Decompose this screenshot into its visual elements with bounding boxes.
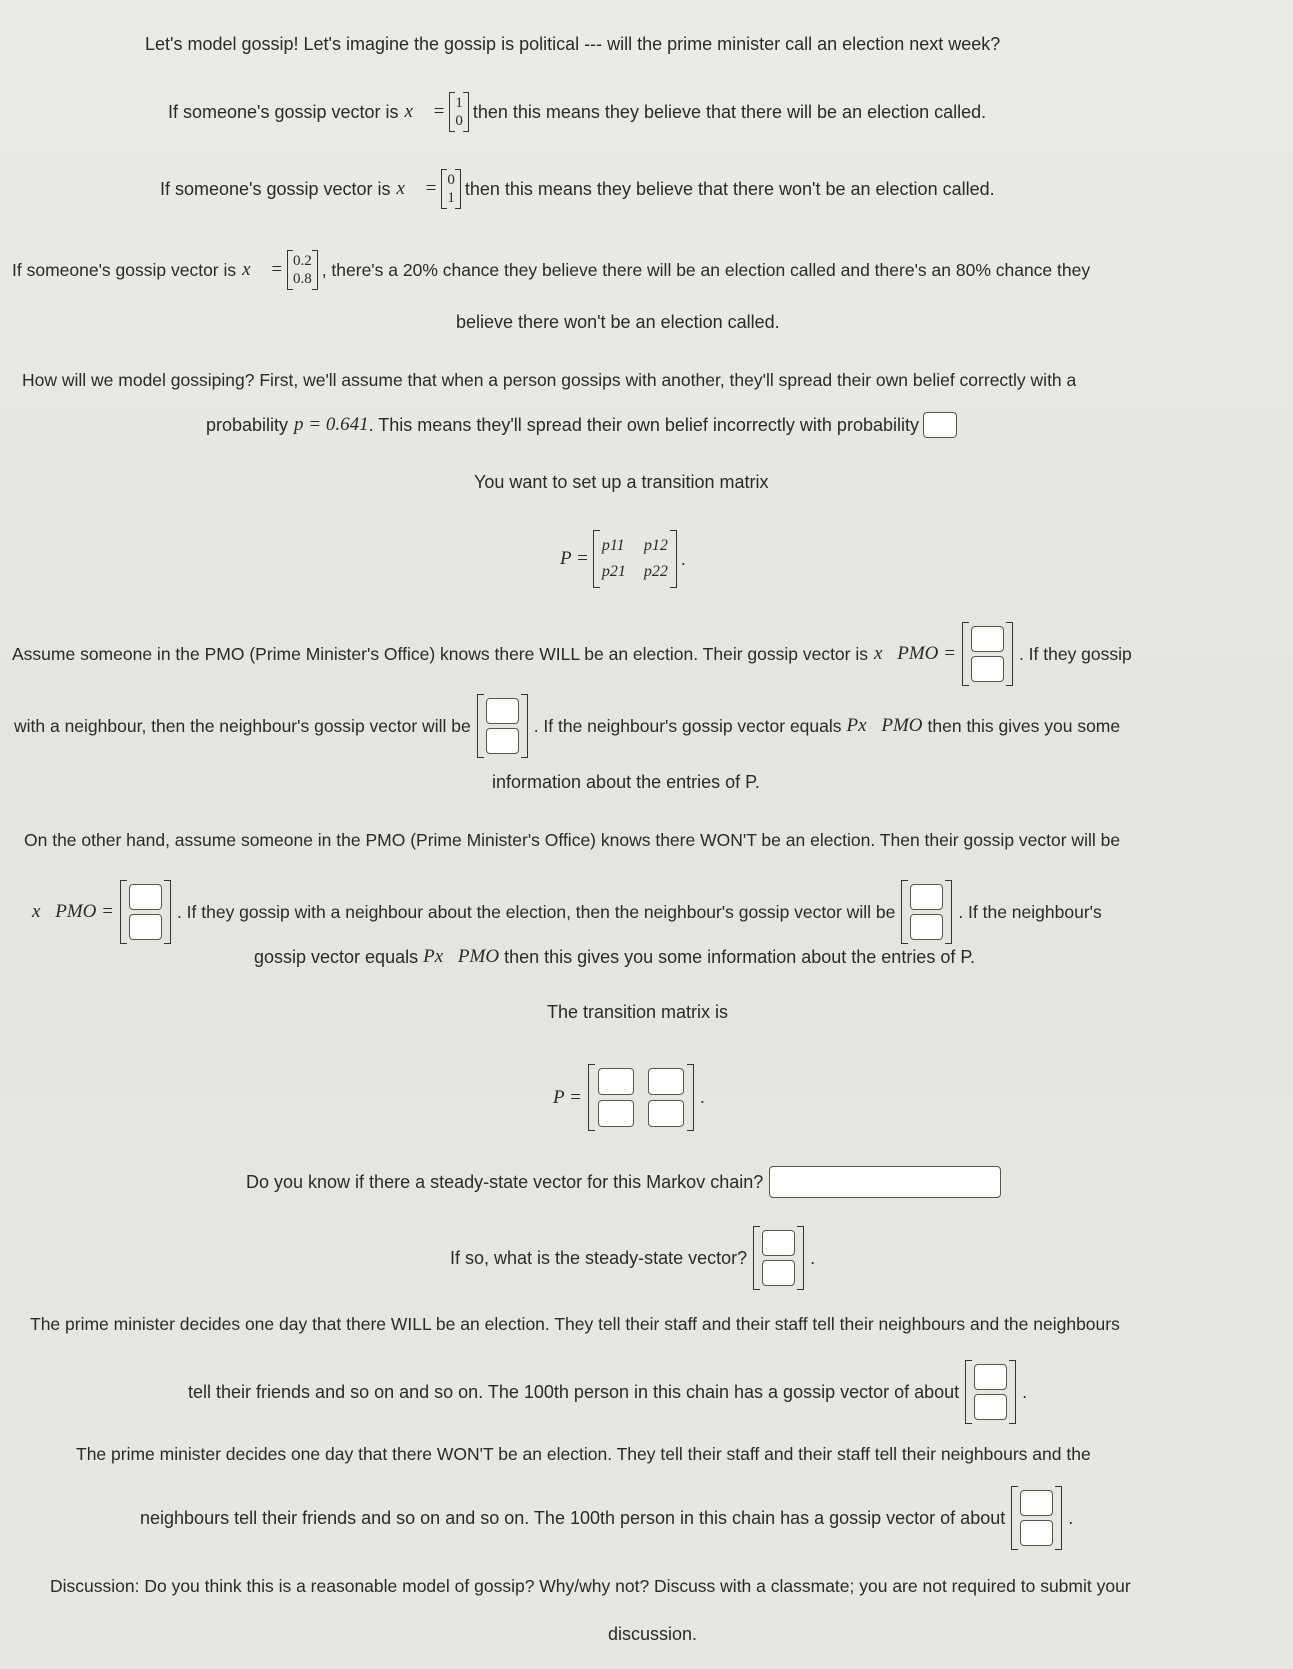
setup-text bbox=[474, 472, 769, 493]
chain-wont-line2 bbox=[140, 1486, 1073, 1550]
matrix-entry-p12: p12 bbox=[643, 537, 668, 554]
vector-entry: 0.8 bbox=[292, 271, 312, 287]
matrix-entry-p21: p21 bbox=[601, 563, 626, 580]
transition-label bbox=[547, 1002, 728, 1023]
x-pmo-will-entry-2[interactable] bbox=[971, 656, 1004, 682]
neighbour-will-vector-input bbox=[477, 694, 528, 758]
pmo-will-suffix: . If they gossip bbox=[1018, 643, 1132, 664]
case3-line bbox=[12, 250, 1090, 290]
period: . bbox=[699, 1087, 705, 1107]
period: . bbox=[1022, 1381, 1028, 1402]
chain-will-line2-text: tell their friends and so on and so on. The 100th person in this chain has a gossip vector of about bbox=[188, 1381, 960, 1402]
x-pmo-wont-vector-input bbox=[120, 880, 171, 944]
transition-entry-12[interactable] bbox=[648, 1068, 684, 1095]
chain-wont-line1-text: The prime minister decides one day that there WON'T be an election. They tell their staff and their staff tell their neighbours and the bbox=[76, 1444, 1091, 1464]
pmo-wont-line2-suffix: . If the neighbour's bbox=[958, 901, 1102, 922]
transition-matrix-input bbox=[588, 1064, 694, 1131]
discussion-line2 bbox=[608, 1624, 697, 1645]
case2-prefix: If someone's gossip vector is bbox=[160, 178, 391, 199]
neighbour-wont-entry-1[interactable] bbox=[910, 884, 943, 910]
pmo-wont-line1-text: On the other hand, assume someone in the PMO (Prime Minister's Office) knows there WON'T be an election. Then their gossip vector will be bbox=[24, 830, 1121, 850]
probability-word: probability bbox=[206, 414, 289, 435]
period: . bbox=[680, 548, 686, 569]
chain-will-line1-text: The prime minister decides one day that there WILL be an election. They tell their staff and their staff tell their neighbours and the neighbours bbox=[30, 1314, 1120, 1334]
steady-vector-question: If so, what is the steady-state vector? bbox=[450, 1247, 748, 1268]
gossip-line2-suffix: . This means they'll spread their own belief incorrectly with probability bbox=[368, 414, 919, 435]
transition-label-text: The transition matrix is bbox=[547, 1002, 729, 1022]
neighbour-wont-entry-2[interactable] bbox=[910, 914, 943, 940]
pmo-will-line1 bbox=[12, 622, 1132, 686]
gossip-line1 bbox=[22, 370, 1076, 391]
p-expression: p = 0.641 bbox=[294, 414, 369, 435]
x-symbol: x⃗ = bbox=[404, 101, 446, 122]
neighbour-will-entry-2[interactable] bbox=[486, 728, 519, 754]
steady-question-line bbox=[246, 1166, 1001, 1198]
transition-entry-22[interactable] bbox=[648, 1100, 684, 1127]
period: . bbox=[1068, 1507, 1074, 1528]
chain-will-entry-1[interactable] bbox=[974, 1364, 1007, 1390]
transition-entry-11[interactable] bbox=[598, 1068, 634, 1095]
transition-entry-21[interactable] bbox=[598, 1100, 634, 1127]
pmo-will-prefix: Assume someone in the PMO (Prime Minister's Office) knows there WILL be an election. Their gossip vector is bbox=[12, 643, 868, 664]
case2-suffix: then this means they believe that there won't be an election called. bbox=[464, 178, 995, 199]
pmo-will-line3-text: information about the entries of P. bbox=[492, 772, 760, 792]
chain-wont-line1 bbox=[76, 1444, 1091, 1465]
case3-suffix: , there's a 20% chance they believe there will be an election called and there's an 80% chance they bbox=[321, 259, 1091, 280]
case1-vector bbox=[449, 92, 469, 132]
x-symbol: x⃗ = bbox=[396, 178, 438, 199]
steady-vector-entry-2[interactable] bbox=[762, 1260, 795, 1286]
P-symbolic-entries bbox=[593, 530, 677, 588]
vector-entry: 0.2 bbox=[292, 253, 312, 269]
pmo-wont-line2 bbox=[32, 880, 1102, 944]
x-symbol: x⃗ = bbox=[242, 259, 283, 280]
intro-title bbox=[145, 34, 1000, 55]
steady-question: Do you know if there a steady-state vector for this Markov chain? bbox=[246, 1171, 764, 1192]
pmo-wont-line3-suffix: then this gives you some information about the entries of P. bbox=[504, 946, 976, 967]
pmo-wont-line1 bbox=[24, 830, 1120, 851]
pmo-will-line2-prefix: with a neighbour, then the neighbour's gossip vector will be bbox=[14, 715, 471, 736]
x-pmo-will-vector-input bbox=[962, 622, 1013, 686]
pmo-will-line3 bbox=[492, 772, 760, 793]
chain-wont-line2-text: neighbours tell their friends and so on and so on. The 100th person in this chain has a gossip vector of about bbox=[140, 1507, 1006, 1528]
case3-prefix: If someone's gossip vector is bbox=[12, 259, 237, 280]
matrix-entry-p22: p22 bbox=[643, 563, 668, 580]
case2-line bbox=[160, 169, 995, 209]
x-pmo-wont-entry-1[interactable] bbox=[129, 884, 162, 910]
case3-vector bbox=[287, 250, 318, 290]
pmo-wont-line3 bbox=[254, 946, 975, 968]
x-pmo-symbol: x⃗PMO = bbox=[32, 901, 114, 922]
chain-wont-entry-1[interactable] bbox=[1020, 1490, 1053, 1516]
case1-suffix: then this means they believe that there will be an election called. bbox=[472, 101, 987, 122]
discussion-line1 bbox=[50, 1576, 1131, 1597]
x-pmo-will-entry-1[interactable] bbox=[971, 626, 1004, 652]
px-pmo-expression: Px⃗PMO bbox=[846, 715, 923, 736]
P-label: P = bbox=[560, 548, 589, 569]
vector-entry: 1 bbox=[455, 95, 463, 111]
pmo-will-line2-end: then this gives you some bbox=[927, 715, 1121, 736]
chain-will-vector-input bbox=[965, 1360, 1016, 1424]
chain-will-line2 bbox=[188, 1360, 1027, 1424]
chain-wont-entry-2[interactable] bbox=[1020, 1520, 1053, 1546]
chain-will-entry-2[interactable] bbox=[974, 1394, 1007, 1420]
incorrect-probability-input[interactable] bbox=[923, 412, 957, 438]
steady-vector-entry-1[interactable] bbox=[762, 1230, 795, 1256]
discussion-line1-text: Discussion: Do you think this is a reasonable model of gossip? Why/why not? Discuss with a classmate; you are not required to submit your bbox=[50, 1576, 1131, 1596]
neighbour-will-entry-1[interactable] bbox=[486, 698, 519, 724]
steady-vector-input bbox=[753, 1226, 804, 1290]
period: . bbox=[810, 1247, 816, 1268]
pmo-will-line2-suffix: . If the neighbour's gossip vector equals bbox=[533, 715, 842, 736]
setup-text-label: You want to set up a transition matrix bbox=[474, 472, 769, 492]
gossip-line2 bbox=[206, 412, 957, 438]
intro-title-text: Let's model gossip! Let's imagine the gossip is political --- will the prime minister call an election next week? bbox=[145, 34, 1001, 54]
transition-matrix bbox=[553, 1064, 705, 1131]
case1-prefix: If someone's gossip vector is bbox=[168, 101, 399, 122]
pmo-wont-line3-prefix: gossip vector equals bbox=[254, 946, 419, 967]
discussion-line2-text: discussion. bbox=[608, 1624, 698, 1644]
vector-entry: 0 bbox=[447, 172, 455, 188]
P-label: P = bbox=[553, 1086, 582, 1108]
chain-will-line1 bbox=[30, 1314, 1120, 1335]
gossip-line1-text: How will we model gossiping? First, we'll assume that when a person gossips with another, they'll spread their own belief correctly with a bbox=[22, 370, 1077, 390]
steady-state-answer-input[interactable] bbox=[769, 1166, 1001, 1198]
steady-vector-line bbox=[450, 1226, 815, 1290]
pmo-will-line2 bbox=[14, 694, 1120, 758]
chain-wont-vector-input bbox=[1011, 1486, 1062, 1550]
vector-entry: 0 bbox=[455, 113, 463, 129]
case1-line bbox=[168, 92, 986, 132]
vector-entry: 1 bbox=[447, 190, 455, 206]
case3-line2 bbox=[456, 312, 780, 333]
matrix-entry-p11: p11 bbox=[601, 537, 625, 554]
neighbour-wont-vector-input bbox=[901, 880, 952, 944]
case2-vector bbox=[441, 169, 461, 209]
px-pmo-expression: Px⃗PMO bbox=[423, 946, 500, 967]
pmo-wont-line2-mid: . If they gossip with a neighbour about the election, then the neighbour's gossip vector will be bbox=[176, 901, 896, 922]
P-symbolic-matrix bbox=[560, 530, 686, 588]
case3-line2-text: believe there won't be an election called. bbox=[456, 312, 780, 332]
x-pmo-wont-entry-2[interactable] bbox=[129, 914, 162, 940]
x-pmo-symbol: x⃗PMO = bbox=[874, 643, 956, 664]
